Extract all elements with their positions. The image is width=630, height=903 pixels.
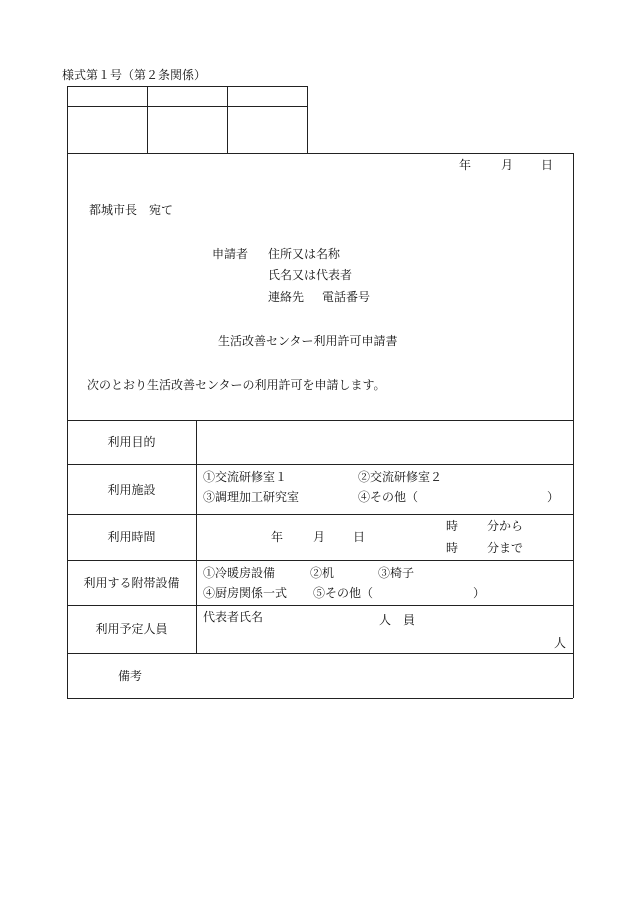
applicant-role: 申請者 [212, 247, 249, 261]
people-unit: 人 [554, 636, 567, 650]
time-end-minute: 分まで [487, 541, 524, 555]
form-title: 生活改善センター利用許可申請書 [218, 334, 398, 348]
purpose-field[interactable] [197, 421, 572, 463]
purpose-label: 利用目的 [107, 435, 156, 449]
equipment-option-3[interactable]: ③椅子 [378, 566, 415, 580]
people-label: 利用予定人員 [95, 622, 168, 636]
application-statement: 次のとおり生活改善センターの利用許可を申請します。 [87, 378, 386, 392]
facility-option-4[interactable]: ④その他（ [358, 490, 419, 504]
equipment-option-1[interactable]: ①冷暖房設備 [203, 566, 276, 580]
time-month: 月 [313, 530, 326, 544]
applicant-address-label: 住所又は名称 [268, 247, 341, 261]
time-end-hour: 時 [446, 541, 459, 555]
applicant-contact-label: 連絡先 [268, 290, 305, 304]
equipment-option-2[interactable]: ②机 [310, 566, 335, 580]
form-number-label: 様式第１号（第２条関係） [62, 68, 207, 82]
time-start-minute: 分から [487, 519, 524, 533]
time-year: 年 [271, 530, 284, 544]
people-count-label: 人 員 [379, 613, 416, 627]
equipment-option-4[interactable]: ④厨房関係一式 [203, 586, 288, 600]
addressee: 都城市長 宛て [89, 203, 174, 217]
applicant-name-label: 氏名又は代表者 [268, 268, 353, 282]
facility-option-1[interactable]: ①交流研修室１ [203, 470, 288, 484]
date-year: 年 [459, 158, 472, 172]
applicant-phone-label: 電話番号 [322, 290, 371, 304]
facility-option-3[interactable]: ③調理加工研究室 [203, 490, 300, 504]
equipment-label: 利用する附帯設備 [83, 576, 180, 590]
facility-label: 利用施設 [107, 483, 156, 497]
date-month: 月 [501, 158, 514, 172]
time-start-hour: 時 [446, 519, 459, 533]
equipment-other-close: ） [473, 586, 486, 600]
equipment-option-5[interactable]: ⑤その他（ [313, 586, 374, 600]
remarks-label: 備考 [118, 669, 143, 683]
time-label: 利用時間 [107, 530, 156, 544]
time-day: 日 [353, 530, 366, 544]
date-day: 日 [541, 158, 554, 172]
facility-other-close: ） [547, 490, 560, 504]
facility-option-2[interactable]: ②交流研修室２ [358, 470, 443, 484]
representative-name-label: 代表者氏名 [203, 610, 264, 624]
